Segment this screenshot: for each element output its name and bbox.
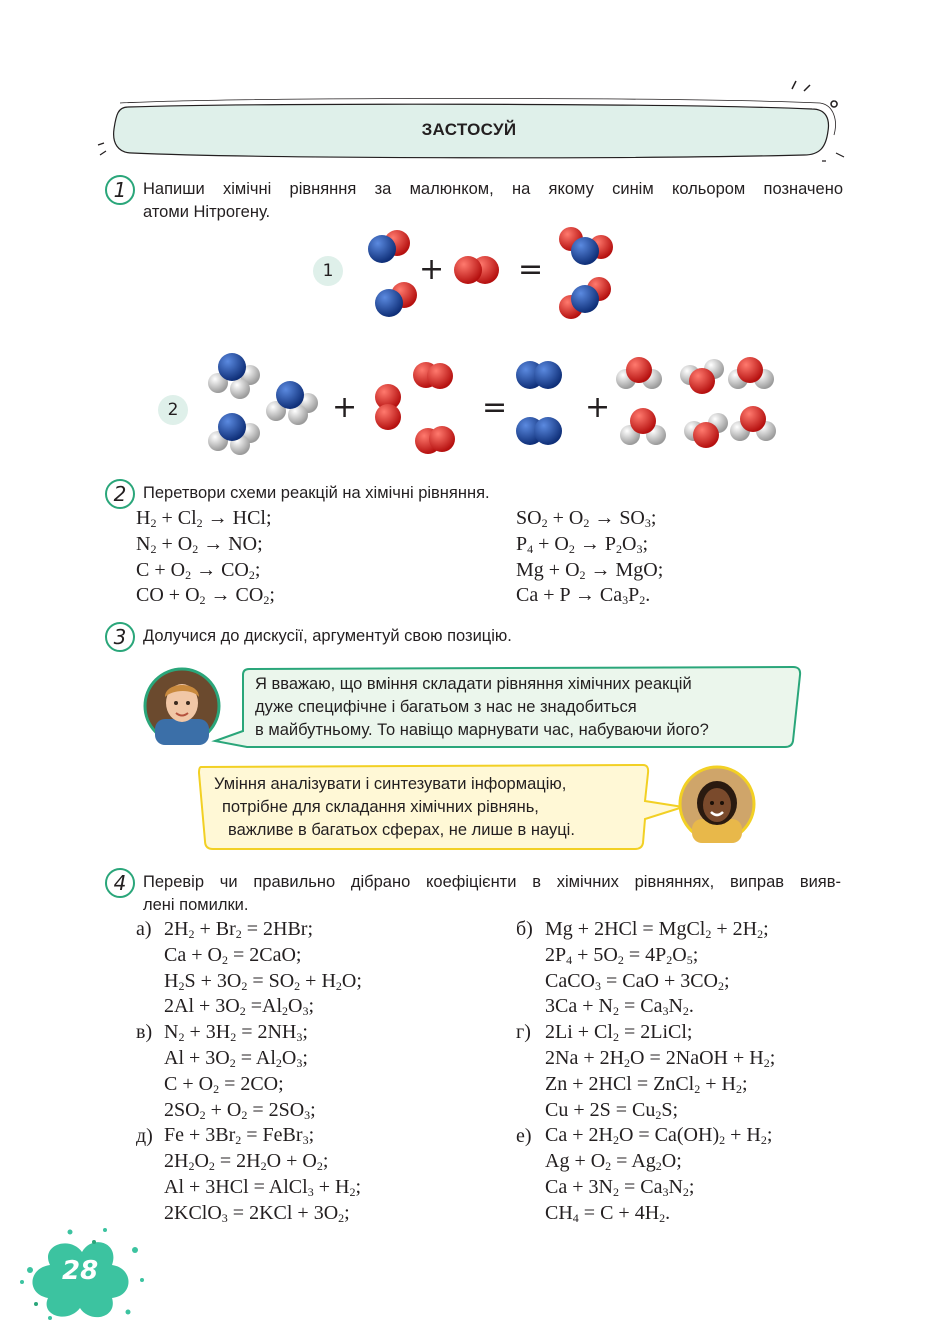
boy-speech-line: в майбутньому. То навіщо марнувати час, набуваючи його? [255, 721, 709, 739]
task-1-line-2: атоми Нітрогену. [143, 203, 271, 221]
equation: $Fe + 3Br_2$ = FeBr$_3$; [164, 1124, 315, 1148]
equation: Al + 3HCl = AlCl$_3$ + $H_2$; [164, 1175, 361, 1199]
equation: $2H_2O_2 = 2H_2O + O_2$; [164, 1150, 329, 1174]
equation: $Ca + 3N_2 = Ca_3N_2$; [545, 1175, 695, 1199]
equation: $CH_4 = C + 4H_2$. [545, 1201, 671, 1225]
equation: $N_2 + O_2$ → NO; [136, 532, 263, 556]
section-title: ЗАСТОСУЙ [421, 120, 517, 139]
equation: $2Al + 3O_2 =Al_2O_3$; [164, 995, 315, 1019]
equation: $H_2 + Cl_2$ → HCl; [136, 507, 272, 530]
o2-molecule [413, 362, 453, 389]
section-banner [110, 103, 828, 157]
equation: $Ag + O_2 = Ag_2O$; [545, 1150, 682, 1174]
task-3-text: Долучися до дискусії, аргументуй свою позицію. [143, 627, 512, 645]
no-molecule [375, 282, 417, 317]
task-2-text: Перетвори схеми реакцій на хімічні рівняння. [143, 484, 490, 502]
nh3-molecule [208, 353, 260, 399]
task-number-4: 4 [105, 868, 135, 898]
label-b: б) [516, 918, 533, 940]
equation: $2Li + Cl_2$ = 2LiCl; [545, 1021, 693, 1045]
equation: Mg + 2HCl = MgCl$_2$ + $2H_2$; [545, 918, 769, 941]
equation: $3Ca + N_2 = Ca_3N_2$. [545, 995, 694, 1019]
boy-speech-line: дуже специфічне і багатьом з нас не знадобиться [255, 698, 637, 716]
o2-molecule [375, 384, 401, 430]
task-2-left-column [136, 506, 275, 609]
n2-molecule [516, 361, 562, 389]
h2o-molecule [620, 408, 666, 445]
task-4-text [143, 871, 841, 917]
equals-sign: = [482, 390, 508, 425]
scheme-2-badge: 2 [158, 395, 188, 425]
equation: $C + O_2 = 2CO$; [164, 1072, 284, 1096]
label-a: а) [136, 918, 152, 940]
n2-molecule [516, 417, 562, 445]
equation: $Ca + 2H_2O = Ca(OH)_2 + H_2$; [545, 1124, 773, 1148]
label-e: е) [516, 1125, 532, 1147]
boy-speech-text [255, 673, 709, 742]
h2o-molecule [680, 359, 724, 394]
equals-sign: = [518, 252, 544, 287]
equation: $Ca + P \to Ca_3P_2$. [516, 584, 651, 608]
equation: $C + O_2 \to CO_2$; [136, 558, 261, 582]
girl-speech-text [212, 773, 575, 842]
equation: $2H_2 + Br_2 = 2HBr$; [164, 918, 314, 941]
equation: $H_2S + 3O_2 = SO_2 + H_2O$; [164, 969, 362, 993]
equation: 2KClO$_3$ = $2KCl + 3O_2$; [164, 1201, 350, 1225]
task-2-right-column [516, 506, 663, 609]
plus-sign: + [419, 252, 445, 287]
task-4-line-2: лені помилки. [143, 896, 249, 914]
equation: $2P_4 + 5O_2 = 4P_2O_5$; [545, 943, 699, 967]
plus-sign: + [332, 390, 358, 425]
boy-speech-line: Я вважаю, що вміння складати рівняння хімічних реакцій [255, 675, 692, 693]
scheme-1-molecules [355, 225, 625, 325]
scheme-2-molecules [200, 345, 790, 460]
no-molecule [368, 230, 410, 263]
scheme-1-badge: 1 [313, 256, 343, 286]
equation: $Mg + O_2$ → MgO; [516, 558, 664, 582]
equation: $Ca + O_2 = 2CaO$; [164, 943, 302, 967]
nh3-molecule [208, 413, 260, 455]
task-number-1: 1 [105, 175, 135, 205]
task-number-3: 3 [105, 622, 135, 652]
task-1-text [143, 178, 843, 224]
task-number-2: 2 [105, 479, 135, 509]
nh3-molecule [266, 381, 318, 425]
label-g: г) [516, 1021, 531, 1043]
no2-molecule [559, 277, 611, 319]
equation: $2Na + 2H_2O$ = 2NaOH + $H_2$; [545, 1046, 776, 1070]
equation: $Cu + 2S = Cu_2S$; [545, 1098, 679, 1122]
equation: $P_4 + O_2 \to P_2O_3$; [516, 532, 648, 556]
task-4-line-1: Перевір чи правильно дібрано коефіцієнти в хімічних рівняннях, виправ вияв- [143, 873, 841, 891]
label-d: д) [136, 1125, 153, 1147]
h2o-molecule [728, 357, 774, 389]
girl-speech-line: потрібне для складання хімічних рівнянь, [222, 798, 539, 816]
task-1-line-1: Напиши хімічні рівняння за малюнком, на якому синім кольором позначено [143, 180, 843, 198]
equation: $SO_2 + O_2 \to SO_3$; [516, 507, 657, 530]
o2-molecule [415, 426, 455, 454]
equation: CO + $O_2 \to CO_2$; [136, 584, 275, 608]
equation: Zn + 2HCl = ZnCl$_2$ + $H_2$; [545, 1072, 748, 1096]
plus-sign: + [585, 390, 611, 425]
h2o-molecule [730, 406, 776, 441]
o2-molecule [454, 256, 499, 284]
equation: $2SO_2 + O_2 = 2SO_3$; [164, 1098, 316, 1122]
no2-molecule [559, 227, 613, 265]
equation: CaCO$_3$ = CaO + $3CO_2$; [545, 969, 730, 993]
label-v: в) [136, 1021, 153, 1043]
h2o-molecule [684, 413, 728, 448]
page-number: 28 [62, 1256, 99, 1286]
equation: $Al + 3O_2 = Al_2O_3$; [164, 1046, 308, 1070]
task-4-right-column [545, 917, 775, 1227]
equation: $N_2 + 3H_2 = 2NH_3$; [164, 1021, 308, 1045]
h2o-molecule [616, 357, 662, 389]
girl-speech-line: важливе в багатьох сферах, не лише в науці. [228, 821, 575, 839]
girl-avatar [678, 765, 756, 843]
task-4-left-column [164, 917, 362, 1227]
girl-speech-line: Уміння аналізувати і синтезувати інформацію, [214, 775, 567, 793]
